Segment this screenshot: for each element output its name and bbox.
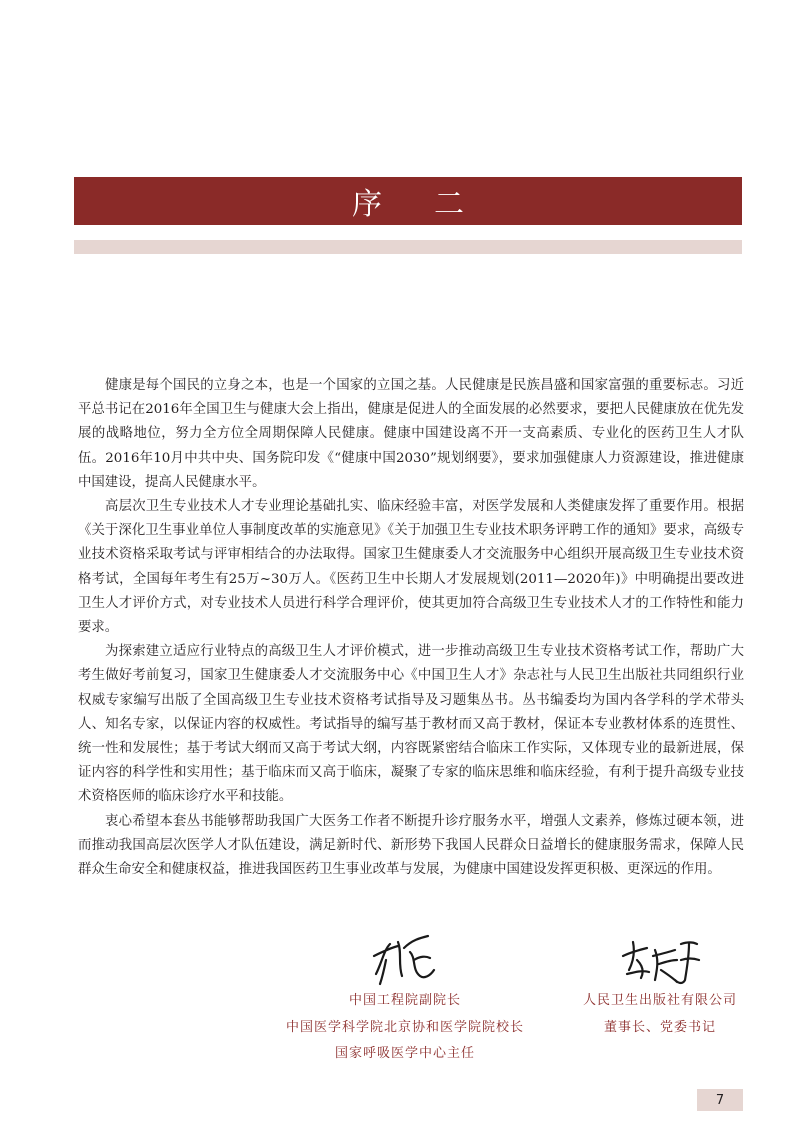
right-title-2: 董事长、党委书记	[603, 1019, 716, 1035]
left-title-2: 中国医学科学院北京协和医学院院校长	[285, 1019, 524, 1035]
right-title-1: 人民卫生出版社有限公司	[582, 993, 737, 1008]
handwritten-signature-left	[368, 930, 440, 988]
signature-area	[0, 930, 800, 1080]
signature-block-right	[570, 930, 750, 1041]
signature-block-left	[270, 930, 540, 1068]
left-title-3: 国家呼吸医学中心主任	[334, 1046, 475, 1061]
title-bar	[74, 177, 742, 225]
body-text	[78, 374, 744, 882]
page-title: 序二	[352, 187, 516, 222]
title-underline-strip	[74, 240, 742, 254]
paragraph-2: 高层次卫生专业技术人才专业理论基础扎实、临床经验丰富，对医学发展和人类健康发挥了重要作用。根据《关于深化卫生事业单位人事制度改革的实施意见》《关于加强卫生专业技术职务评聘工作的通知》要求，高级专业技术资格采取考试与评审相结合的办法取得。国家卫生健康委人才交流服务中心组织开展高级卫生专业技术资格考试，全国每年考生有25万~30万人。《医药卫生中长期人才发展规划(2011—2020年)》中明确提出要改进卫生人才评价方式，对专业技术人员进行科学合理评价，使其更加符合高级卫生专业技术人才的工作特性和能力要求。	[78, 499, 744, 636]
paragraph-4: 衷心希望本套丛书能够帮助我国广大医务工作者不断提升诊疗服务水平，增强人文素养，修炼过硬本领，进而推动我国高层次医学人才队伍建设，满足新时代、新形势下我国人民群众日益增长的健康服务需求，保障人民群众生命安全和健康权益，推进我国医药卫生事业改革与发展，为健康中国建设发挥更积极、更深远的作用。	[78, 813, 744, 878]
paragraph-1: 健康是每个国民的立身之本，也是一个国家的立国之基。人民健康是民族昌盛和国家富强的重要标志。习近平总书记在2016年全国卫生与健康大会上指出，健康是促进人的全面发展的必然要求，要把人民健康放在优先发展的战略地位，努力全方位全周期保障人民健康。健康中国建设离不开一支高素质、专业化的医药卫生人才队伍。2016年10月中共中央、国务院印发《“健康中国2030”规划纲要》，要求加强健康人力资源建设，推进健康中国建设，提高人民健康水平。	[78, 378, 744, 490]
page-number: 7	[697, 1089, 743, 1111]
handwritten-signature-right	[615, 930, 705, 988]
paragraph-3: 为探索建立适应行业特点的高级卫生人才评价模式，进一步推动高级卫生专业技术资格考试工作，帮助广大考生做好考前复习，国家卫生健康委人才交流服务中心《中国卫生人才》杂志社与人民卫生出版社共同组织行业权威专家编写出版了全国高级卫生专业技术资格考试指导及习题集丛书。丛书编委均为国内各学科的学术带头人、知名专家，以保证内容的权威性。考试指导的编写基于教材而又高于教材，保证本专业教材体系的连贯性、统一性和发展性；基于考试大纲而又高于考试大纲，内容既紧密结合临床工作实际，又体现专业的最新进展，保证内容的科学性和实用性；基于临床而又高于临床，凝聚了专家的临床思维和临床经验，有利于提升高级专业技术资格医师的临床诊疗水平和技能。	[78, 644, 744, 805]
left-title-1: 中国工程院副院长	[348, 993, 461, 1008]
